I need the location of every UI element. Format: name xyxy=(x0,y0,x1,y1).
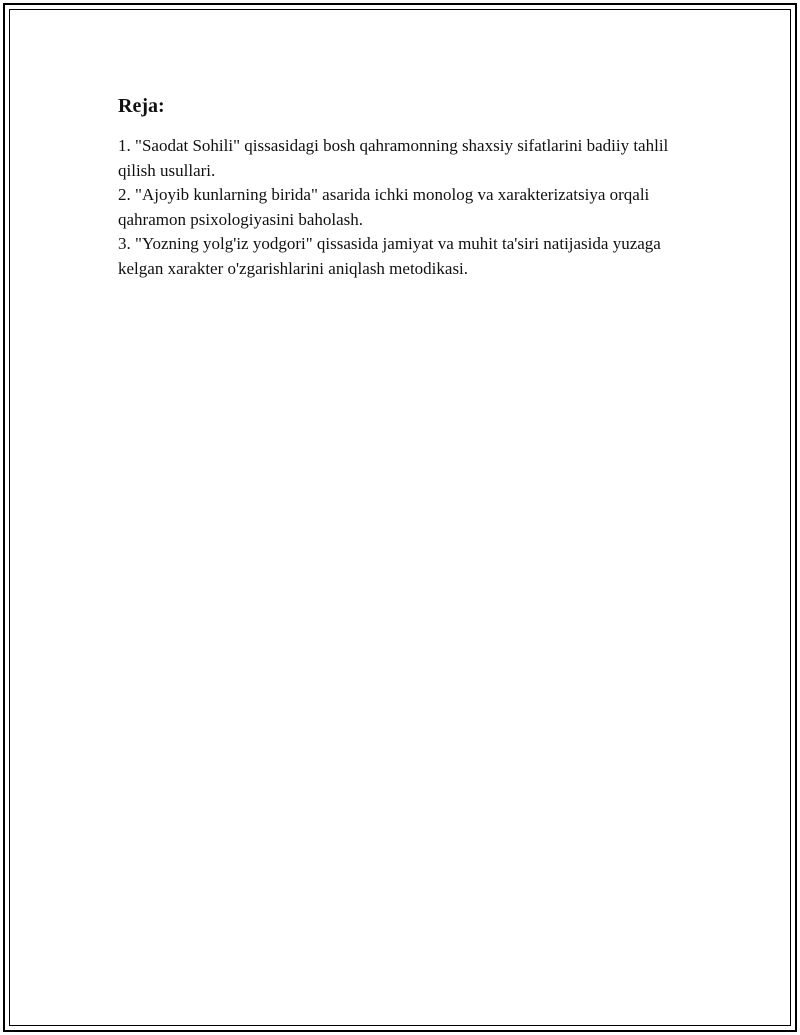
plan-heading: Reja: xyxy=(118,95,165,117)
plan-item-1: 1. "Saodat Sohili" qissasidagi bosh qahramonning shaxsiy sifatlarini badiiy tahlil qilish usullari. xyxy=(118,136,669,180)
plan-item-2: 2. "Ajoyib kunlarning birida" asarida ichki monolog va xarakterizatsiya orqali qahramon psixologiyasini baholash. xyxy=(118,185,650,229)
plan-list xyxy=(118,134,688,281)
document-body xyxy=(118,92,688,281)
plan-item-3: 3. "Yozning yolg'iz yodgori" qissasida jamiyat va muhit ta'siri natijasida yuzaga kelgan xarakter o'zgarishlarini aniqlash metodikasi. xyxy=(118,234,661,278)
